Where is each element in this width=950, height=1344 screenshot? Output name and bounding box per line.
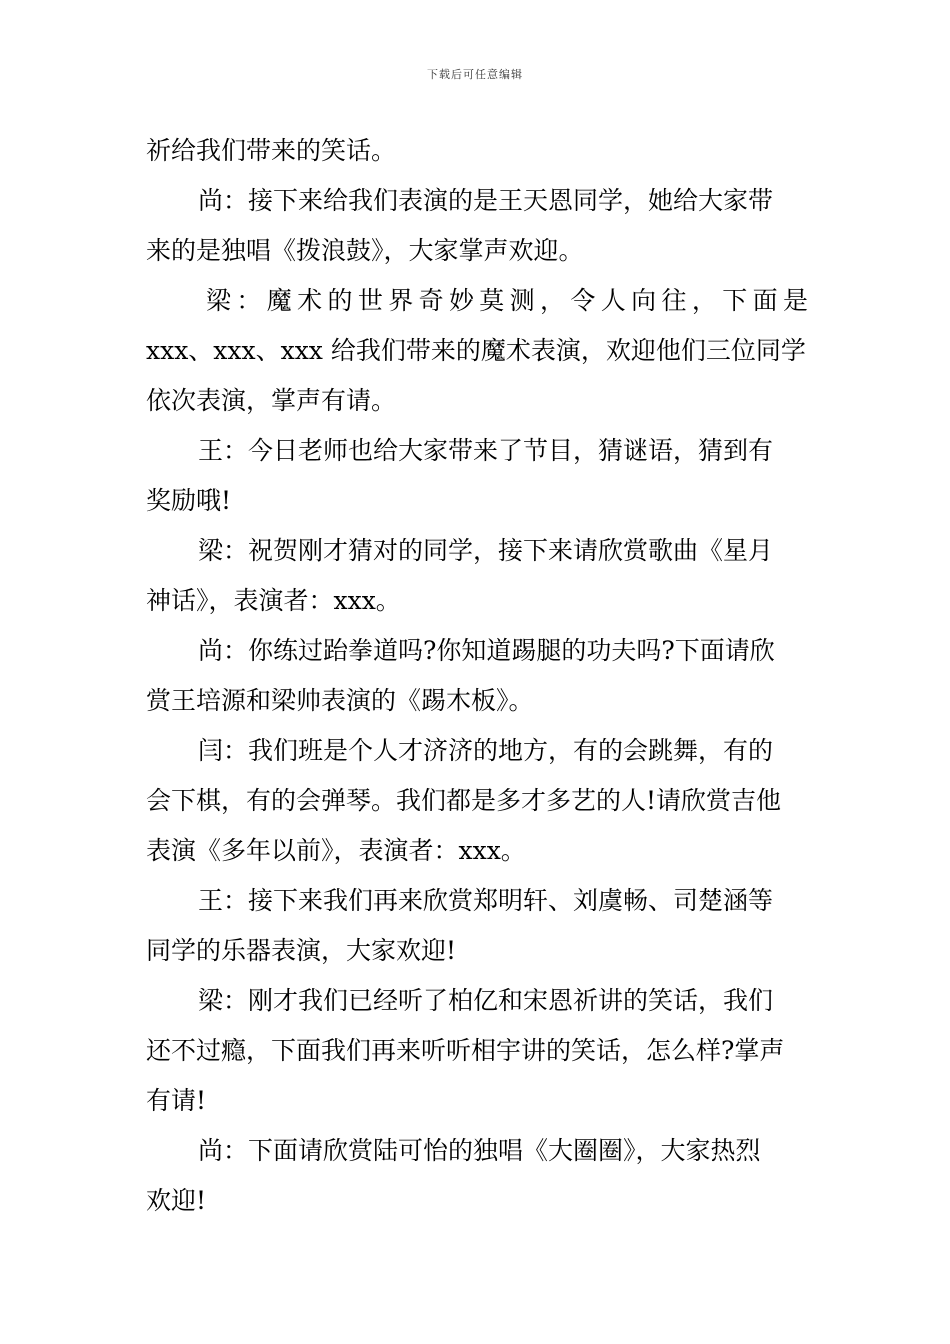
text-line: xxx、xxx、xxx 给我们带来的魔术表演，欢迎他们三位同学 (146, 336, 806, 365)
text-line: 梁：祝贺刚才猜对的同学，接下来请欣赏歌曲《星月 (198, 536, 774, 565)
text-line: 来的是独唱《拨浪鼓》，大家掌声欢迎。 (146, 236, 584, 265)
text-line: 奖励哦! (146, 486, 232, 515)
text-line: 尚：你练过跆拳道吗?你知道踢腿的功夫吗?下面请欣 (198, 636, 775, 665)
document-body (146, 126, 808, 1226)
text-line: 王：今日老师也给大家带来了节目，猜谜语，猜到有 (198, 436, 774, 465)
page-header: 下载后可任意编辑 (427, 68, 523, 81)
text-line: 依次表演，掌声有请。 (146, 386, 397, 415)
text-line: 还不过瘾，下面我们再来听听相宇讲的笑话，怎么样?掌声 (146, 1036, 785, 1065)
text-line: 表演《多年以前》，表演者：xxx。 (146, 836, 526, 865)
text-line: 尚：下面请欣赏陆可怡的独唱《大圈圈》，大家热烈 (198, 1136, 761, 1165)
text-line: 神话》，表演者：xxx。 (146, 586, 401, 615)
text-line: 同学的乐器表演，大家欢迎! (146, 936, 457, 965)
text-line: 梁：刚才我们已经听了柏亿和宋恩祈讲的笑话，我们 (198, 986, 774, 1015)
text-line: 会下棋，有的会弹琴。我们都是多才多艺的人!请欣赏吉他 (146, 786, 782, 815)
text-line: 尚：接下来给我们表演的是王天恩同学，她给大家带 (198, 186, 774, 215)
text-line: 有请! (146, 1086, 207, 1115)
text-line: 梁：魔术的世界奇妙莫测，令人向往，下面是 (206, 286, 808, 315)
text-line: 祈给我们带来的笑话。 (146, 136, 397, 165)
text-line: 赏王培源和梁帅表演的《踢木板》。 (146, 686, 534, 715)
text-line: 闫：我们班是个人才济济的地方，有的会跳舞，有的 (198, 736, 774, 765)
text-line: 王：接下来我们再来欣赏郑明轩、刘虞畅、司楚涵等 (198, 886, 774, 915)
text-line: 欢迎! (146, 1186, 207, 1215)
